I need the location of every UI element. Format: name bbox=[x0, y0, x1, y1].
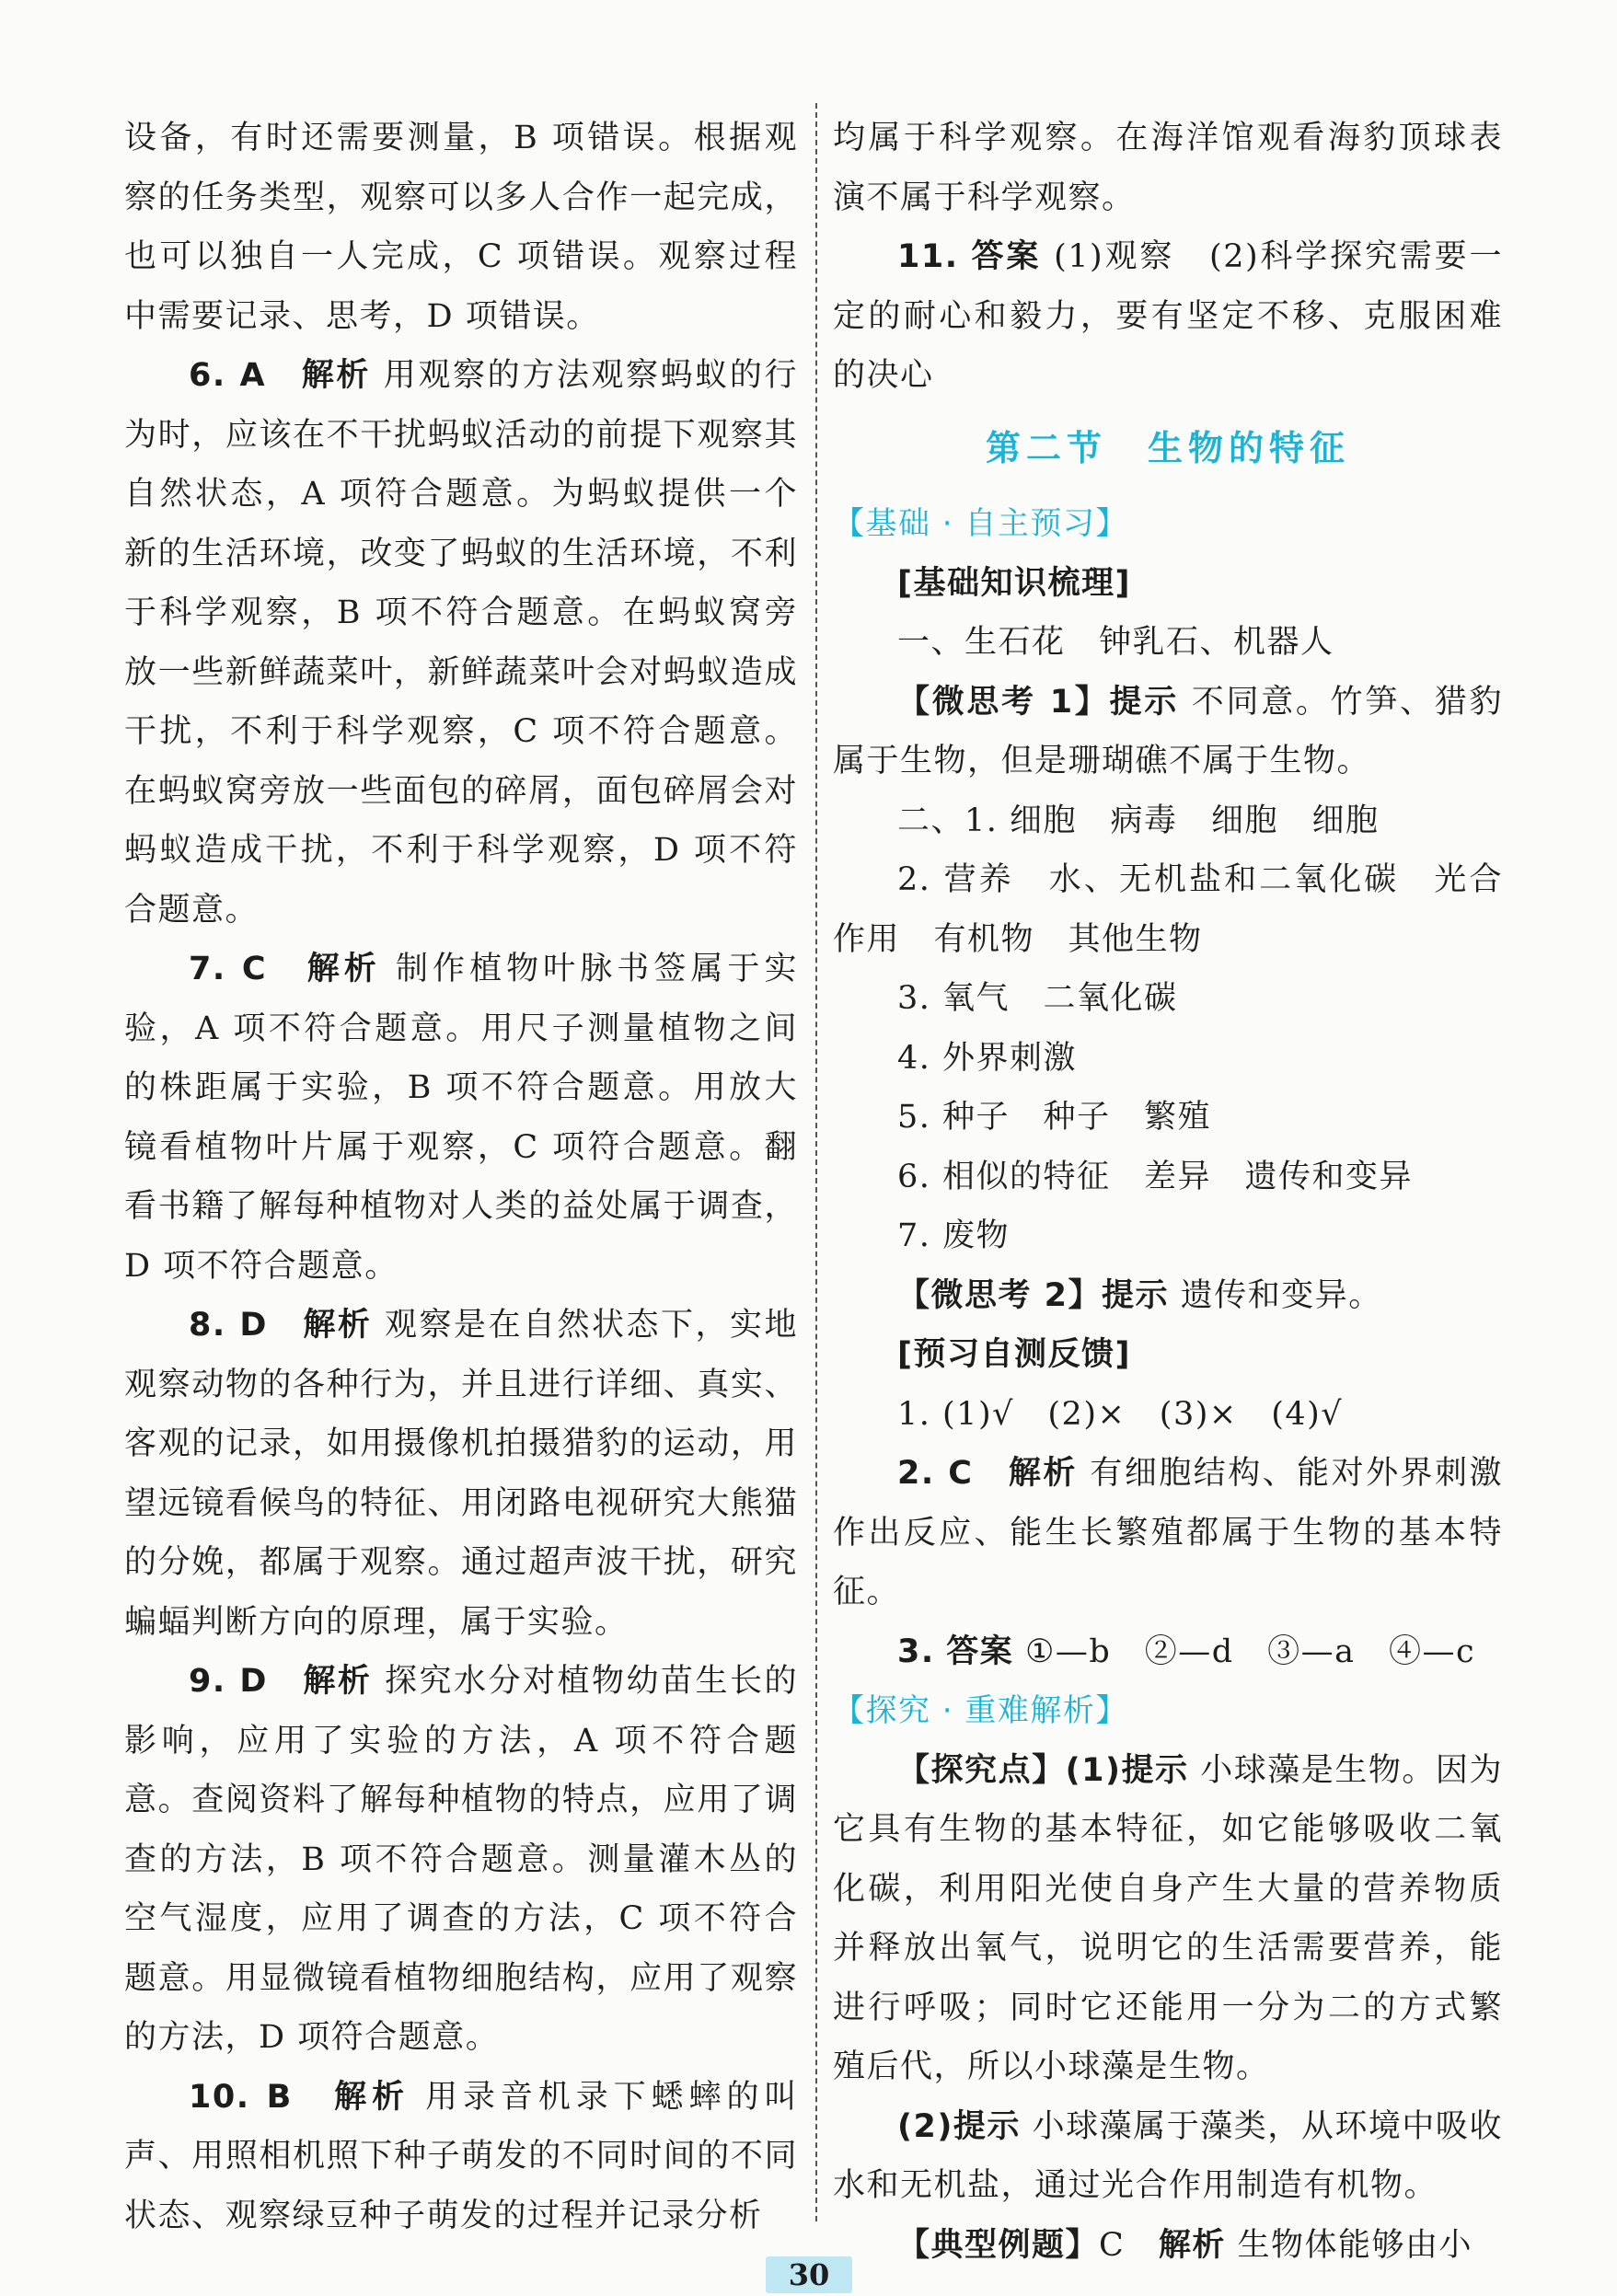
explore-point-1 bbox=[833, 1741, 1503, 2097]
subheading-self-test: [预习自测反馈] bbox=[897, 1336, 1131, 1373]
answer-8 bbox=[124, 1296, 798, 1652]
answer-8-number: 8. D bbox=[189, 1307, 268, 1344]
self-test-3-label: 答案 bbox=[946, 1633, 1014, 1670]
typical-example-text: 生物体能够由小 bbox=[1237, 2226, 1473, 2264]
think-2 bbox=[833, 1266, 1503, 1326]
left-column bbox=[124, 109, 798, 2245]
self-test-3-text: ①—b ②—d ③—a ④—c bbox=[1024, 1633, 1476, 1670]
self-test-2-label: 解析 bbox=[1008, 1455, 1078, 1492]
self-test-3 bbox=[833, 1622, 1503, 1682]
right-column bbox=[833, 109, 1503, 2275]
self-test-1: 1. (1)√ (2)× (3)× (4)√ bbox=[897, 1395, 1344, 1433]
answer-9-text: 探究水分对植物幼苗生长的影响，应用了实验的方法，A 项不符合题意。查阅资料了解每种植物的特点，应用了调查的方法，B 项不符合题意。测量灌木丛的空气湿度，应用了调查的方法，C 项不符合题意。用显微镜看植物细胞结构，应用了观察的方法，D 项符合题意。 bbox=[124, 1663, 798, 2056]
answer-7-label: 解析 bbox=[306, 951, 381, 987]
answer-8-text: 观察是在自然状态下，实地观察动物的各种行为，并且进行详细、真实、客观的记录，如用摄像机拍摄猎豹的运动，用望远镜看候鸟的特征、用闭路电视研究大熊猫的分娩，都属于观察。通过超声波干扰，研究蝙蝠判断方向的原理，属于实验。 bbox=[124, 1307, 798, 1641]
answer-11-text: (1)观察 (2)科学探究需要一定的耐心和毅力，要有坚定不移、克服困难的决心 bbox=[833, 238, 1503, 394]
page-number: 30 bbox=[766, 2256, 852, 2293]
section-tag-basics: 【基础 · 自主预习】 bbox=[833, 505, 1128, 542]
typical-example-label: 【典型例题】 bbox=[897, 2226, 1100, 2264]
answer-6-number: 6. A bbox=[189, 357, 267, 394]
explore-point-1-label: 【探究点】(1)提示 bbox=[897, 1751, 1189, 1789]
column-divider bbox=[815, 103, 817, 2221]
answer-10-label: 解析 bbox=[334, 2078, 410, 2116]
answer-8-label: 解析 bbox=[303, 1307, 373, 1344]
answer-6-text: 用观察的方法观察蚂蚁的行为时，应该在不干扰蚂蚁活动的前提下观察其自然状态，A 项符合题意。为蚂蚁提供一个新的生活环境，改变了蚂蚁的生活环境，不利于科学观察，B 项不符合题意。在蚂蚁窝旁放一些新鲜蔬菜叶，新鲜蔬菜叶会对蚂蚁造成干扰，不利于科学观察，C 项不符合题意。在蚂蚁窝旁放一些面包的碎屑，面包碎屑会对蚂蚁造成干扰，不利于科学观察，D 项不符合题意。 bbox=[124, 357, 798, 929]
typical-example bbox=[833, 2216, 1503, 2276]
think-2-text: 遗传和变异。 bbox=[1180, 1276, 1382, 1314]
answer-11-number: 11. bbox=[897, 238, 959, 275]
answer-10-continuation: 均属于科学观察。在海洋馆观看海豹顶球表演不属于科学观察。 bbox=[833, 120, 1503, 216]
explore-point-1-text: 小球藻是生物。因为它具有生物的基本特征，如它能够吸收二氧化碳，利用阳光使自身产生大量的营养物质并释放出氧气，说明它的生活需要营养，能进行呼吸；同时它还能用一分为二的方式繁殖后代，所以小球藻是生物。 bbox=[833, 1751, 1503, 2085]
self-test-2 bbox=[833, 1444, 1503, 1622]
answer-9-number: 9. D bbox=[189, 1663, 268, 1700]
answer-7-text: 制作植物叶脉书签属于实验，A 项不符合题意。用尺子测量植物之间的株距属于实验，B 项不符合题意。用放大镜看植物叶片属于观察，C 项符合题意。翻看书籍了解每种植物对人类的益处属于调查，D 项不符合题意。 bbox=[124, 951, 798, 1285]
answer-5-continuation: 设备，有时还需要测量，B 项错误。根据观察的任务类型，观察可以多人合作一起完成，也可以独自一人完成，C 项错误。观察过程中需要记录、思考，D 项错误。 bbox=[124, 120, 798, 335]
knowledge-line-4: 3. 氧气 二氧化碳 bbox=[897, 980, 1178, 1017]
knowledge-line-3: 2. 营养 水、无机盐和二氧化碳 光合作用 有机物 其他生物 bbox=[833, 861, 1503, 958]
answer-9-label: 解析 bbox=[303, 1663, 373, 1700]
subheading-knowledge: [基础知识梳理] bbox=[897, 564, 1131, 602]
section-title: 第二节 生物的特征 bbox=[985, 427, 1350, 468]
section-tag-explore: 【探究 · 重难解析】 bbox=[833, 1692, 1128, 1729]
think-1-label: 【微思考 1】提示 bbox=[897, 683, 1179, 721]
knowledge-line-2: 二、1. 细胞 病毒 细胞 细胞 bbox=[897, 802, 1380, 839]
knowledge-line-5: 4. 外界刺激 bbox=[897, 1039, 1078, 1077]
self-test-3-number: 3. bbox=[897, 1633, 935, 1670]
answer-7-number: 7. C bbox=[189, 951, 268, 987]
answer-10-text: 用录音机录下蟋蟀的叫声、用照相机照下种子萌发的不同时间的不同状态、观察绿豆种子萌发的过程并记录分析 bbox=[124, 2078, 798, 2234]
answer-11-label: 答案 bbox=[971, 238, 1042, 275]
answer-10-number: 10. B bbox=[189, 2078, 293, 2116]
think-2-label: 【微思考 2】提示 bbox=[897, 1276, 1170, 1314]
typical-example-answer: C bbox=[1099, 2226, 1126, 2264]
answer-6-label: 解析 bbox=[301, 357, 372, 394]
answer-9 bbox=[124, 1652, 798, 2068]
answer-11 bbox=[833, 227, 1503, 406]
knowledge-line-7: 6. 相似的特征 差异 遗传和变异 bbox=[897, 1158, 1414, 1195]
knowledge-line-6: 5. 种子 种子 繁殖 bbox=[897, 1099, 1212, 1136]
think-1-text: 不同意。竹笋、猎豹属于生物，但是珊瑚礁不属于生物。 bbox=[833, 683, 1503, 779]
answer-6 bbox=[124, 346, 798, 940]
explore-point-2-text: 小球藻属于藻类，从环境中吸收水和无机盐，通过光合作用制造有机物。 bbox=[833, 2107, 1503, 2204]
knowledge-line-1: 一、生石花 钟乳石、机器人 bbox=[897, 624, 1334, 661]
self-test-2-number: 2. C bbox=[897, 1455, 974, 1492]
typical-example-label2: 解析 bbox=[1158, 2226, 1226, 2264]
knowledge-line-8: 7. 废物 bbox=[897, 1217, 1011, 1254]
think-1 bbox=[833, 673, 1503, 791]
explore-point-2 bbox=[833, 2097, 1503, 2216]
explore-point-2-label: (2)提示 bbox=[897, 2107, 1021, 2145]
answer-7 bbox=[124, 940, 798, 1296]
self-test-2-text: 有细胞结构、能对外界刺激作出反应、能生长繁殖都属于生物的基本特征。 bbox=[833, 1455, 1503, 1610]
answer-10 bbox=[124, 2068, 798, 2246]
